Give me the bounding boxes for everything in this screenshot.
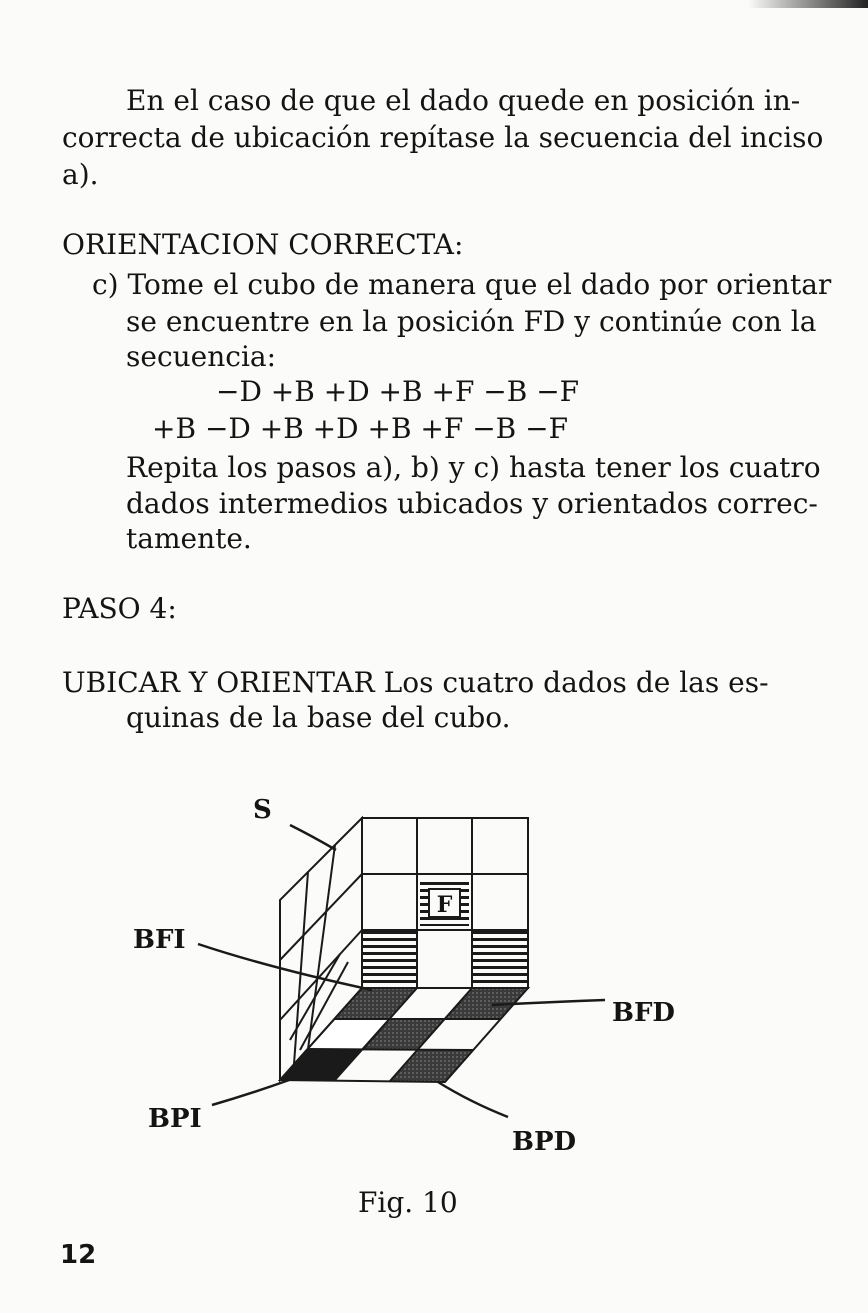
page-number: 12 (60, 1240, 97, 1270)
instruction-line-1: c) Tome el cubo de manera que el dado por orientar (92, 268, 832, 301)
leader-bpd (438, 1082, 508, 1117)
instruction-line-2: se encuentre en la posición FD y continúe con la (126, 305, 817, 338)
page-edge-shadow (748, 0, 868, 8)
repeat-line-1: Repita los pasos a), b) y c) hasta tener los cuatro (126, 451, 821, 484)
repeat-line-3: tamente. (126, 522, 252, 555)
label-bpi: BPI (148, 1104, 202, 1134)
face-f-label: F (436, 892, 453, 918)
move-sequence-line-1: −D +B +D +B +F −B −F (216, 375, 580, 408)
paso4-line-2: quinas de la base del cubo. (126, 701, 511, 734)
leader-s (290, 825, 336, 850)
paragraph1-line-3: a). (62, 158, 99, 191)
heading-orientacion-correcta: ORIENTACION CORRECTA: (62, 228, 464, 261)
front-bottom-left-stripes (363, 931, 416, 987)
label-bfi: BFI (133, 925, 186, 955)
leader-bpi (212, 1079, 292, 1105)
paragraph1-line-2: correcta de ubicación repítase la secuencia del inciso (62, 121, 824, 154)
label-s: S (253, 795, 272, 825)
bottom-cell-front-left (280, 1049, 363, 1080)
label-bfd: BFD (612, 998, 675, 1028)
front-bottom-right-stripes (473, 931, 527, 987)
repeat-line-2: dados intermedios ubicados y orientados correc- (126, 487, 818, 520)
move-sequence-line-2: +B −D +B +D +B +F −B −F (152, 412, 569, 445)
paragraph1-line-1: En el caso de que el dado quede en posición in- (126, 84, 801, 117)
cube-bottom-face (280, 988, 528, 1082)
instruction-line-3: secuencia: (126, 340, 277, 373)
paso4-line-1: UBICAR Y ORIENTAR Los cuatro dados de las es- (62, 666, 769, 699)
label-bpd: BPD (512, 1127, 577, 1157)
heading-paso-4: PASO 4: (62, 592, 177, 625)
figure-caption: Fig. 10 (358, 1186, 458, 1219)
cube-diagram (0, 760, 868, 1160)
